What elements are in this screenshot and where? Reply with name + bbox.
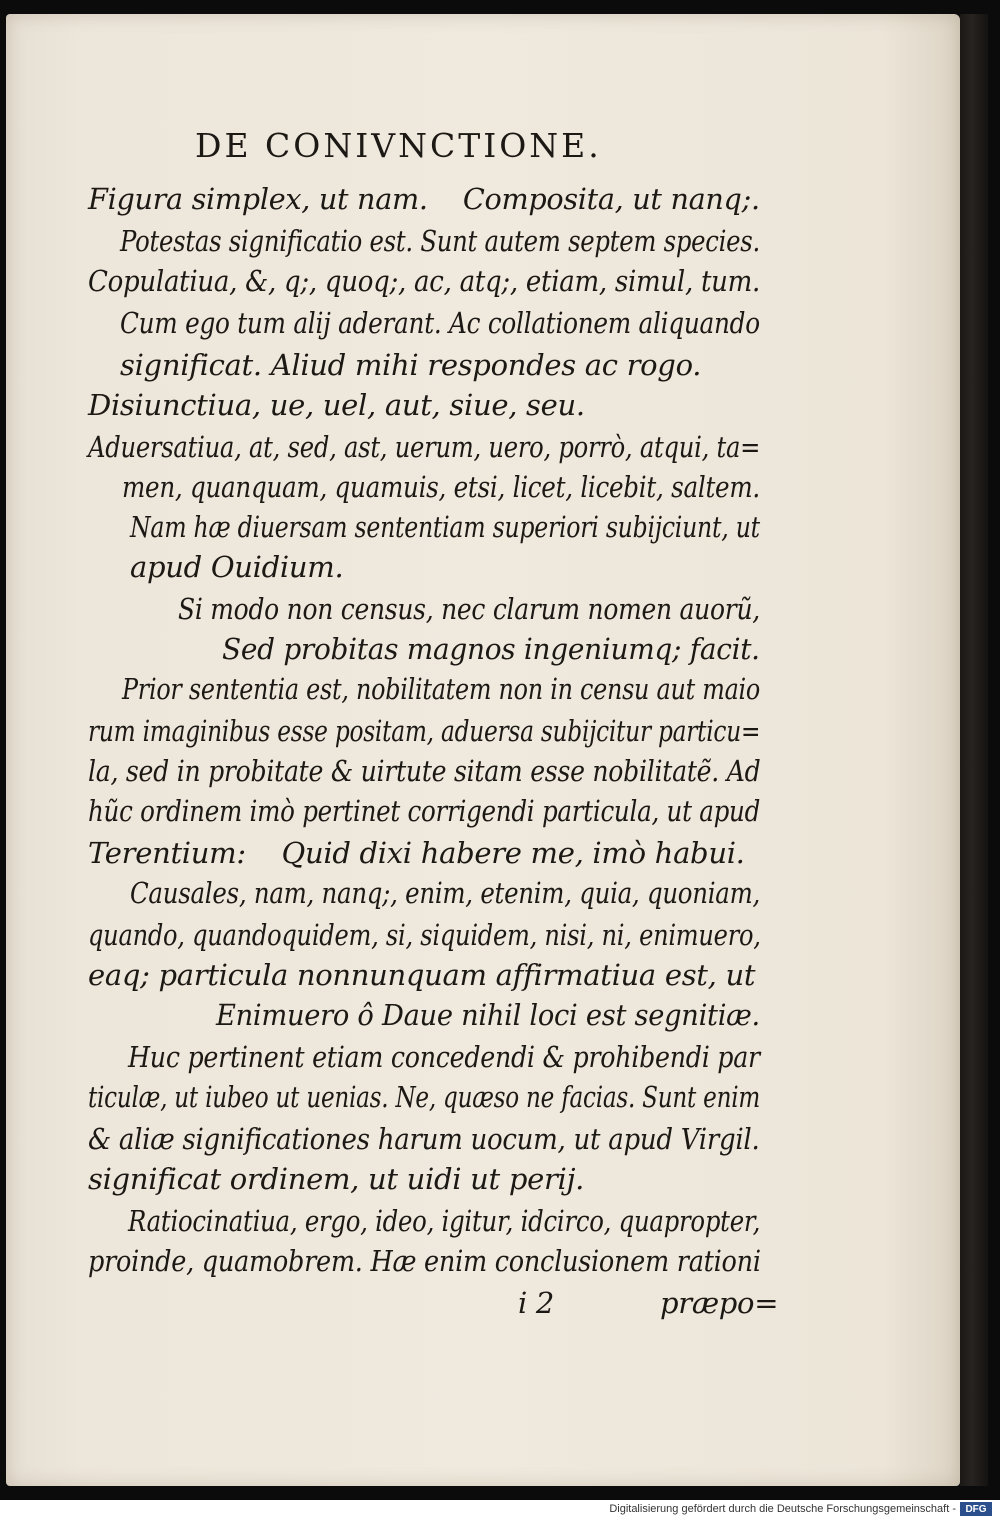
text-line: significat ordinem, ut uidi ut perij. [88, 1162, 585, 1196]
running-head: DE CONIVNCTIONE. [195, 126, 602, 165]
text-line: Huc pertinent etiam concedendi & prohibendi par [128, 1040, 760, 1074]
signature-mark: i 2 [518, 1286, 555, 1320]
text-line: Enimuero ô Daue nihil loci est segnitiæ. [216, 998, 760, 1032]
text-line: Figura simplex, ut nam. Composita, ut nanq;. [88, 182, 760, 216]
text-line: hũc ordinem imò pertinet corrigendi particula, ut apud [88, 794, 761, 828]
book-fore-edge [960, 14, 988, 1486]
text-line: rum imaginibus esse positam, aduersa subijcitur particu= [88, 714, 761, 748]
text-line: proinde, quamobrem. Hæ enim conclusionem rationi [88, 1244, 761, 1278]
text-line: Causales, nam, nanq;, enim, etenim, quia, quoniam, [130, 876, 761, 910]
dfg-logo: DFG [960, 1502, 992, 1516]
text-line: Si modo non census, nec clarum nomen auorũ, [178, 592, 760, 626]
text-line: Prior sententia est, nobilitatem non in censu aut maio [122, 672, 761, 706]
text-line: ticulæ, ut iubeo ut uenias. Ne, quæso ne facias. Sunt enim [88, 1080, 760, 1114]
text-line: & aliæ significationes harum uocum, ut apud Virgil. [88, 1122, 760, 1156]
text-line: Aduersatiua, at, sed, ast, uerum, uero, porrò, atqui, ta= [88, 430, 761, 464]
text-line: quando, quandoquidem, si, siquidem, nisi, ni, enimuero, [88, 918, 761, 952]
text-line: Copulatiua, &, q;, quoq;, ac, atq;, etiam, simul, tum. [88, 264, 761, 298]
text-line: eaq; particula nonnunquam affirmatiua est, ut [88, 958, 756, 992]
text-line: Nam hæ diuersam sententiam superiori subijciunt, ut [130, 510, 760, 544]
text-line: Sed probitas magnos ingeniumq; facit. [222, 632, 760, 666]
text-line: Cum ego tum alij aderant. Ac collationem aliquando [120, 306, 760, 340]
text-line: Terentium: Quid dixi habere me, imò habui. [88, 836, 745, 870]
text-line: men, quanquam, quamuis, etsi, licet, licebit, saltem. [122, 470, 760, 504]
text-line: apud Ouidium. [130, 550, 344, 584]
text-line: significat. Aliud mihi respondes ac rogo. [120, 348, 702, 382]
text-line: Ratiocinatiua, ergo, ideo, igitur, idcirco, quapropter, [128, 1204, 761, 1238]
dfg-credit-text: Digitalisierung gefördert durch die Deutsche Forschungsgemeinschaft - [609, 1503, 956, 1515]
catchword: præpo= [660, 1286, 779, 1320]
text-line: Potestas significatio est. Sunt autem septem species. [120, 224, 760, 258]
text-line: Disiunctiua, ue, uel, aut, siue, seu. [88, 388, 585, 422]
text-line: la, sed in probitate & uirtute sitam esse nobilitatẽ. Ad [88, 754, 761, 788]
